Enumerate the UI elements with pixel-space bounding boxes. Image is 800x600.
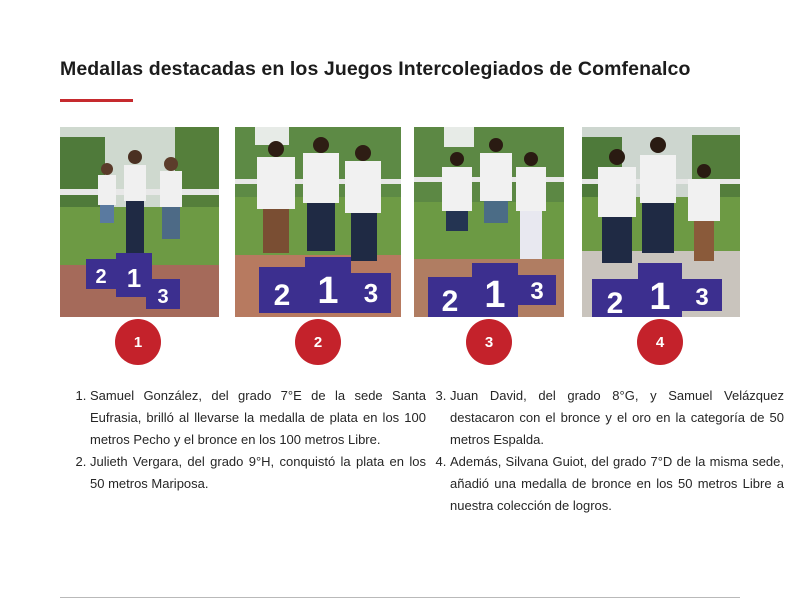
- podium-label-second: 2: [273, 279, 291, 312]
- podium-label-second: 2: [95, 266, 107, 288]
- photo-number-badge-2: 2: [295, 319, 341, 365]
- caption-item: 2. Julieth Vergara, del grado 9°H, conquistó la plata en los 50 metros Mariposa.: [90, 451, 426, 495]
- podium-photo-4-illustration: [582, 127, 740, 317]
- caption-item: 1. Samuel González, del grado 7°E de la sede Santa Eufrasia, brilló al llevarse la medalla de plata en los 100 metros Pecho y el bronce en los 100 metros Libre.: [90, 385, 426, 451]
- podium-label-second: 2: [606, 287, 624, 317]
- podium-photo-1: [60, 127, 219, 317]
- photo-number-badge-4: 4: [637, 319, 683, 365]
- title-underline: [60, 99, 133, 102]
- podium-photo-4: [582, 127, 740, 317]
- podium-label-first: 1: [484, 274, 506, 316]
- caption-item: 4. Además, Silvana Guiot, del grado 7°D de la misma sede, añadió una medalla de bronce en los 50 metros Libre a nuestra colección de logros.: [450, 451, 784, 517]
- podium-label-second: 2: [441, 285, 459, 317]
- podium-label-third: 3: [695, 284, 709, 311]
- podium-label-first: 1: [317, 270, 339, 312]
- caption-item: 3. Juan David, del grado 8°G, y Samuel Velázquez destacaron con el bronce y el oro en la categoría de 50 metros Espalda.: [450, 385, 784, 451]
- podium-photo-3-illustration: [414, 127, 564, 317]
- podium-label-third: 3: [157, 286, 169, 308]
- captions-left-list: [60, 385, 426, 495]
- podium-photo-2-illustration: [235, 127, 401, 317]
- captions-right-list: [420, 385, 784, 517]
- page-title: Medallas destacadas en los Juegos Intercolegiados de Comfenalco: [60, 58, 691, 80]
- podium-photo-3: [414, 127, 564, 317]
- photo-number-badge-1: 1: [115, 319, 161, 365]
- podium-label-third: 3: [363, 278, 379, 308]
- podium-label-third: 3: [530, 278, 544, 305]
- podium-label-first: 1: [126, 263, 142, 293]
- photo-number-badge-3: 3: [466, 319, 512, 365]
- footer-divider: [60, 597, 740, 598]
- podium-photo-1-illustration: [60, 127, 219, 317]
- podium-photo-2: [235, 127, 401, 317]
- podium-label-first: 1: [649, 276, 671, 317]
